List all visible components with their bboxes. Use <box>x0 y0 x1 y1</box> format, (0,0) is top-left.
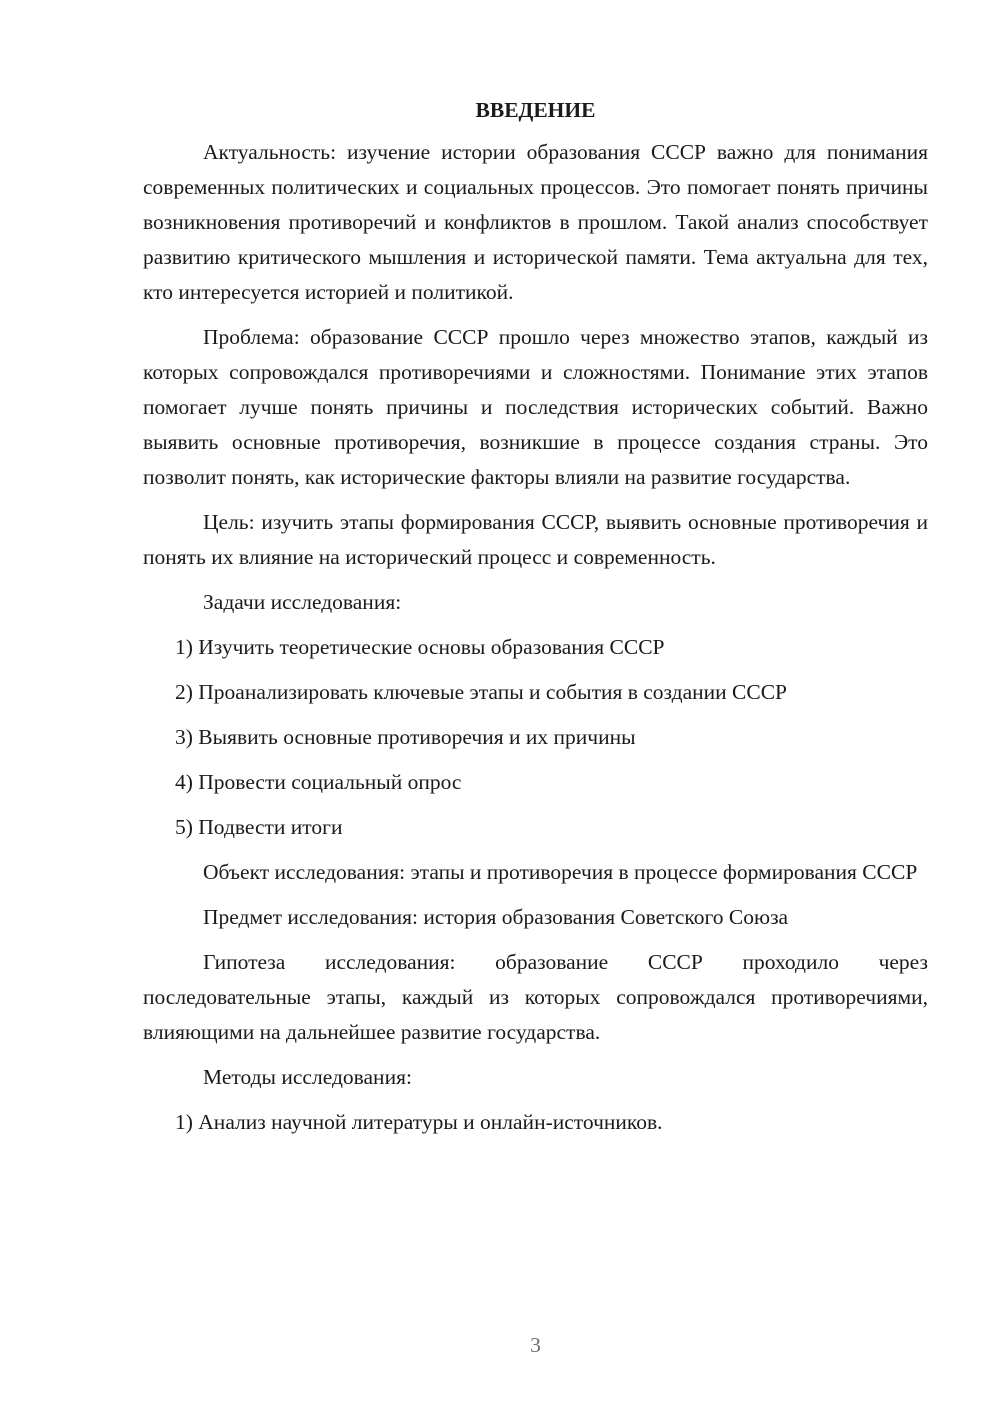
task-item-2: 2) Проанализировать ключевые этапы и события в создании СССР <box>175 680 788 704</box>
method-item-1: 1) Анализ научной литературы и онлайн-источников. <box>175 1110 663 1134</box>
paragraph-problem: Проблема: образование СССР прошло через множество этапов, каждый из которых сопровождался противоречиями и сложностями. Понимание этих этапов помогает лучше понять причины и последствия исторических событий. Важно выявить основные противоречия, возникшие в процессе создания страны. Это позволит понять, как исторические факторы влияли на развитие государства. <box>143 325 928 489</box>
paragraph-subject: Предмет исследования: история образования Советского Союза <box>203 905 789 929</box>
task-item-5: 5) Подвести итоги <box>175 815 343 839</box>
paragraph-relevance: Актуальность: изучение истории образования СССР важно для понимания современных политических и социальных процессов. Это помогает понять причины возникновения противоречий и конфликтов в прошлом. Такой анализ способствует развитию критического мышления и исторической памяти. Тема актуальна для тех, кто интересуется историей и политикой. <box>143 140 928 304</box>
section-title: ВВЕДЕНИЕ <box>475 98 596 122</box>
page-number: 3 <box>530 1333 541 1357</box>
task-item-3: 3) Выявить основные противоречия и их причины <box>175 725 636 749</box>
paragraph-hypothesis: Гипотеза исследования: образование СССР проходило через последовательные этапы, каждый из которых сопровождался противоречиями, влияющими на дальнейшее развитие государства. <box>143 950 928 1044</box>
methods-heading: Методы исследования: <box>203 1065 412 1089</box>
task-item-4: 4) Провести социальный опрос <box>175 770 462 794</box>
paragraph-goal: Цель: изучить этапы формирования СССР, выявить основные противоречия и понять их влияние на исторический процесс и современность. <box>143 510 928 569</box>
task-item-1: 1) Изучить теоретические основы образования СССР <box>175 635 665 659</box>
page-content <box>143 95 928 1150</box>
paragraph-object: Объект исследования: этапы и противоречия в процессе формирования СССР <box>203 860 918 884</box>
tasks-heading: Задачи исследования: <box>203 590 402 614</box>
